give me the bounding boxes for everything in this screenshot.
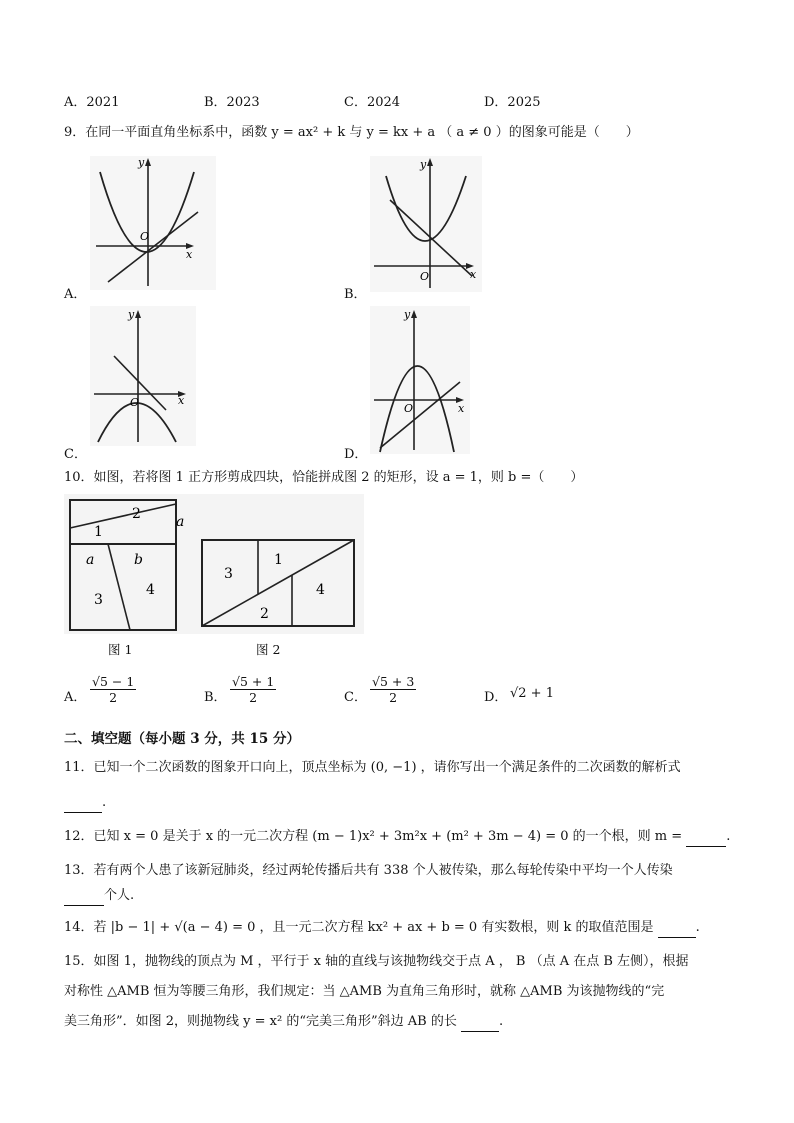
option-q9-b[interactable]: B． [344, 287, 367, 302]
fig1-piece-3: 3 [94, 592, 103, 608]
option-q8-a[interactable]: A．2021 [64, 95, 120, 110]
question-13-line1: 13．若有两个人患了该新冠肺炎，经过两轮传播后共有 338 个人被传染，那么每轮传染中平均一个人传染 [64, 863, 673, 878]
question-12-end: . [726, 829, 731, 844]
fig1-piece-1: 1 [94, 524, 103, 540]
fig1-piece-2: 2 [132, 506, 141, 522]
fraction-numerator: √5 + 1 [232, 674, 275, 689]
answer-blank[interactable] [461, 1013, 499, 1032]
fraction-denominator: 2 [109, 690, 118, 705]
figure-square-rectangle [64, 494, 364, 634]
question-14-end: . [695, 920, 700, 935]
answer-blank[interactable] [64, 887, 104, 906]
origin-label: O [140, 230, 150, 243]
question-10-stem: 10．如图，若将图 1 正方形剪成四块，恰能拼成图 2 的矩形，设 a = 1，则 b =（ ） [64, 470, 584, 485]
axis-x-label: x [186, 248, 193, 261]
fig1-label-a: a [86, 552, 95, 568]
axis-y-label: y [420, 158, 427, 171]
option-q10-d-value[interactable]: √2 + 1 [510, 686, 554, 701]
axis-y-label: y [128, 308, 135, 321]
option-q10-b-letter[interactable]: B． [204, 690, 227, 705]
section-heading: 二、填空题（每小题 3 分，共 15 分） [64, 731, 300, 747]
question-14-text: 14．若 |b − 1| + √(a − 4) = 0 ，且一元二次方程 kx² + ax + b = 0 有实数根，则 k 的取值范围是 [64, 920, 654, 935]
graph-option-a [90, 156, 216, 290]
fraction-denominator: 2 [249, 690, 258, 705]
option-q10-a-letter[interactable]: A． [64, 690, 87, 705]
option-q10-c-letter[interactable]: C． [344, 690, 367, 705]
option-q10-a-fraction[interactable] [90, 674, 136, 705]
question-15-line1: 15．如图 1，抛物线的顶点为 M ，平行于 x 轴的直线与该抛物线交于点 A ， B （点 A 在点 B 左侧），根据 [64, 954, 689, 969]
option-q10-b-fraction[interactable] [230, 674, 276, 705]
graph-option-b [370, 156, 482, 292]
question-13-end: 个人. [104, 888, 135, 903]
figure-1-caption: 图 1 [108, 642, 133, 657]
question-15-line3 [64, 1013, 503, 1032]
axis-x-label: x [458, 402, 465, 415]
fig2-piece-4: 4 [316, 582, 325, 598]
option-q9-c[interactable]: C． [64, 447, 87, 462]
option-q9-d[interactable]: D． [344, 447, 368, 462]
option-q9-a[interactable]: A． [64, 287, 87, 302]
option-q10-d-letter[interactable]: D． [484, 690, 508, 705]
fig2-piece-2: 2 [260, 606, 269, 622]
answer-blank[interactable] [64, 794, 102, 813]
option-q8-d[interactable]: D．2025 [484, 95, 541, 110]
question-11-end: . [102, 795, 107, 810]
answer-blank[interactable] [686, 828, 726, 847]
axis-y-label: y [404, 308, 411, 321]
graph-option-d [370, 306, 470, 454]
option-q10-c-fraction[interactable] [370, 674, 416, 705]
graph-option-c [90, 306, 196, 446]
question-11-answer-line [64, 794, 106, 813]
fraction-numerator: √5 + 3 [372, 674, 415, 689]
fraction-numerator: √5 − 1 [92, 674, 135, 689]
answer-blank[interactable] [658, 919, 696, 938]
axis-x-label: x [178, 394, 185, 407]
option-q8-c[interactable]: C．2024 [344, 95, 401, 110]
question-15-line2: 对称性 △AMB 恒为等腰三角形，我们规定：当 △AMB 为直角三角形时，就称 △AMB 为该抛物线的“完 [64, 984, 665, 999]
fig1-label-a-right: a [176, 514, 185, 530]
fig2-piece-3: 3 [224, 566, 233, 582]
question-12 [64, 828, 730, 847]
fraction-denominator: 2 [389, 690, 398, 705]
origin-label: O [420, 270, 430, 283]
axis-y-label: y [138, 156, 145, 169]
question-12-text: 12．已知 x = 0 是关于 x 的一元二次方程 (m − 1)x² + 3m²x + (m² + 3m − 4) = 0 的一个根，则 m = [64, 829, 683, 844]
option-q8-b[interactable]: B．2023 [204, 95, 260, 110]
question-15-end: . [499, 1014, 504, 1029]
fig1-piece-4: 4 [146, 582, 155, 598]
fig1-label-b: b [134, 552, 143, 568]
question-13-line2 [64, 887, 134, 906]
fig2-piece-1: 1 [274, 552, 283, 568]
figure-2-caption: 图 2 [256, 642, 281, 657]
question-15-text: 美三角形”．如图 2，则抛物线 y = x² 的“完美三角形”斜边 AB 的长 [64, 1014, 457, 1029]
origin-label: O [404, 402, 414, 415]
axis-x-label: x [470, 268, 477, 281]
question-9-stem: 9．在同一平面直角坐标系中，函数 y = ax² + k 与 y = kx + a （ a ≠ 0 ）的图象可能是（ ） [64, 125, 639, 140]
question-14 [64, 919, 700, 938]
question-11-line1: 11．已知一个二次函数的图象开口向上，顶点坐标为 (0, −1) ，请你写出一个满足条件的二次函数的解析式 [64, 760, 681, 775]
origin-label: O [130, 396, 140, 409]
